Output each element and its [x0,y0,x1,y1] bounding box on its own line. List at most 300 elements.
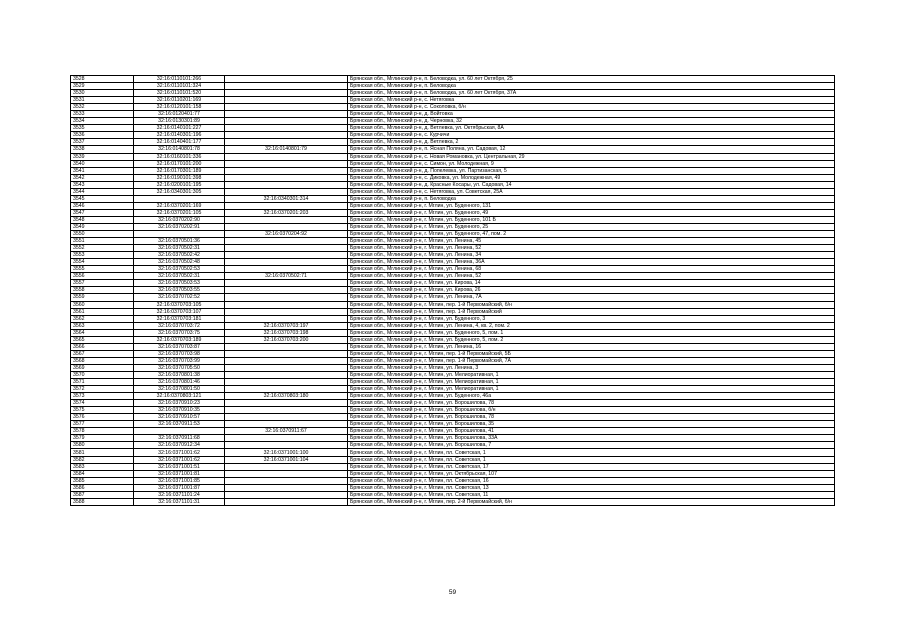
object-number-cell [225,188,348,195]
table-row [71,336,835,343]
address-cell: Брянская обл., Мглинский р-н, п. Ясная Поляна, ул. Садовая, 12 [348,146,835,153]
row-index-cell: 3528 [71,76,134,83]
address-cell: Брянская обл., Мглинский р-н, г. Мглин, ул. Ворошилова, 78 [348,400,835,407]
address-cell: Брянская обл., Мглинский р-н, д. Ветлевка, 2 [348,139,835,146]
object-number-cell [225,386,348,393]
address-cell: Брянская обл., Мглинский р-н, с. Диковка, ул. Молодежная, 49 [348,174,835,181]
table-row [71,231,835,238]
object-number-cell [225,132,348,139]
cadastral-number-cell: 32:16:0370702:52 [134,294,225,301]
table-row [71,266,835,273]
address-cell: Брянская обл., Мглинский р-н, с. Новая Романовка, ул. Центральная, 29 [348,153,835,160]
object-number-cell: 32:16:0370911:67 [225,428,348,435]
cadastral-number-cell: 32:16:0370502:48 [134,259,225,266]
object-number-cell [225,343,348,350]
address-cell: Брянская обл., Мглинский р-н, д. Черновка, 32 [348,118,835,125]
table-row [71,421,835,428]
address-cell: Брянская обл., Мглинский р-н, д. Красные Косары, ул. Садовая, 14 [348,181,835,188]
cadastral-number-cell: 32:16:0370703:105 [134,301,225,308]
cadastral-number-cell: 32:16:0371001:62 [134,456,225,463]
cadastral-number-cell: 32:16:0120101:158 [134,104,225,111]
address-cell: Брянская обл., Мглинский р-н, г. Мглин, ул. Буденного, 131 [348,202,835,209]
object-number-cell [225,357,348,364]
object-number-cell: 32:16:0370703:200 [225,336,348,343]
object-number-cell: 32:16:0370703:197 [225,322,348,329]
address-cell: Брянская обл., Мглинский р-н, г. Мглин, ул. Ленина, 16 [348,343,835,350]
address-cell: Брянская обл., Мглинский р-н, с. Курчичи [348,132,835,139]
row-index-cell: 3575 [71,407,134,414]
table-row [71,238,835,245]
object-number-cell [225,223,348,230]
row-index-cell: 3573 [71,393,134,400]
table-row [71,252,835,259]
table-row [71,477,835,484]
object-number-cell [225,160,348,167]
cadastral-table [70,75,835,506]
object-number-cell: 32:16:0340301:314 [225,195,348,202]
address-cell: Брянская обл., Мглинский р-н, г. Мглин, ул. Ворошилова, 7 [348,442,835,449]
table-row [71,428,835,435]
table-row [71,308,835,315]
object-number-cell: 32:16:0140801:79 [225,146,348,153]
table-row [71,322,835,329]
row-index-cell: 3562 [71,315,134,322]
address-cell: Брянская обл., Мглинский р-н, г. Мглин, ул. Ворошилова, 35 [348,421,835,428]
table-row [71,414,835,421]
cadastral-number-cell: 32:16:0370801:46 [134,379,225,386]
table-row [71,343,835,350]
address-cell: Брянская обл., Мглинский р-н, г. Мглин, ул. Буденного, 3 [348,315,835,322]
row-index-cell: 3546 [71,202,134,209]
object-number-cell: 32:16:0370201:203 [225,209,348,216]
cadastral-number-cell: 32:16:0340301:305 [134,188,225,195]
address-cell: Брянская обл., Мглинский р-н, г. Мглин, ул. Буденного, 47, пом. 2 [348,231,835,238]
object-number-cell [225,294,348,301]
table-row [71,153,835,160]
cadastral-table-body [71,76,835,506]
table-row [71,111,835,118]
table-row [71,280,835,287]
cadastral-number-cell: 32:16:0170101:200 [134,160,225,167]
table-row [71,160,835,167]
row-index-cell: 3564 [71,329,134,336]
object-number-cell [225,174,348,181]
address-cell: Брянская обл., Мглинский р-н, г. Мглин, ул. Буденного, 5, пом. 2 [348,336,835,343]
row-index-cell: 3581 [71,449,134,456]
address-cell: Брянская обл., Мглинский р-н, с. Нетяговка [348,97,835,104]
object-number-cell [225,435,348,442]
table-row [71,386,835,393]
cadastral-number-cell: 32:16:0371001:62 [134,449,225,456]
object-number-cell [225,379,348,386]
address-cell: Брянская обл., Мглинский р-н, г. Мглин, ул. Ленина, 36А [348,259,835,266]
address-cell: Брянская обл., Мглинский р-н, с. Соколовка, б/н [348,104,835,111]
object-number-cell [225,301,348,308]
object-number-cell [225,167,348,174]
address-cell: Брянская обл., Мглинский р-н, г. Мглин, ул. Ленина, 52 [348,273,835,280]
address-cell: Брянская обл., Мглинский р-н, г. Мглин, ул. Ленина, 4, кв. 2, пом. 2 [348,322,835,329]
row-index-cell: 3537 [71,139,134,146]
object-number-cell [225,442,348,449]
row-index-cell: 3554 [71,259,134,266]
cadastral-number-cell [134,428,225,435]
address-cell: Брянская обл., Мглинский р-н, г. Мглин, ул. Мелиоративная, 1 [348,371,835,378]
address-cell: Брянская обл., Мглинский р-н, г. Мглин, ул. Ленина, 68 [348,266,835,273]
cadastral-number-cell: 32:16:0370703:99 [134,357,225,364]
cadastral-number-cell: 32:16:0160101:336 [134,153,225,160]
row-index-cell: 3542 [71,174,134,181]
object-number-cell [225,202,348,209]
address-cell: Брянская обл., Мглинский р-н, г. Мглин, пл. Советская, 16 [348,477,835,484]
cadastral-number-cell: 32:16:0130301:89 [134,118,225,125]
object-number-cell [225,350,348,357]
row-index-cell: 3532 [71,104,134,111]
table-row [71,245,835,252]
cadastral-number-cell [134,195,225,202]
table-row [71,371,835,378]
table-row [71,498,835,505]
row-index-cell: 3544 [71,188,134,195]
object-number-cell [225,118,348,125]
table-row [71,449,835,456]
table-row [71,287,835,294]
object-number-cell [225,491,348,498]
address-cell: Брянская обл., Мглинский р-н, д. Войтовка [348,111,835,118]
address-cell: Брянская обл., Мглинский р-н, г. Мглин, ул. Ворошилова, 33А [348,435,835,442]
cadastral-number-cell: 32:16:0370703:72 [134,322,225,329]
row-index-cell: 3565 [71,336,134,343]
object-number-cell [225,421,348,428]
table-row [71,364,835,371]
table-row [71,139,835,146]
cadastral-number-cell: 32:16:0370703:189 [134,336,225,343]
cadastral-number-cell: 32:16:0371001:87 [134,484,225,491]
table-row [71,167,835,174]
object-number-cell [225,90,348,97]
address-cell: Брянская обл., Мглинский р-н, г. Мглин, пл. Советская, 13 [348,484,835,491]
row-index-cell: 3587 [71,491,134,498]
cadastral-number-cell: 32:16:0370502:53 [134,266,225,273]
address-cell: Брянская обл., Мглинский р-н, г. Мглин, ул. Кирова, 26 [348,287,835,294]
row-index-cell: 3549 [71,223,134,230]
row-index-cell: 3534 [71,118,134,125]
address-cell: Брянская обл., Мглинский р-н, г. Мглин, ул. Октябрьская, 107 [348,470,835,477]
row-index-cell: 3545 [71,195,134,202]
object-number-cell [225,259,348,266]
cadastral-number-cell: 32:16:0140801:78 [134,146,225,153]
cadastral-number-cell: 32:16:0140401:177 [134,139,225,146]
object-number-cell: 32:16:0370204:92 [225,231,348,238]
address-cell: Брянская обл., Мглинский р-н, г. Мглин, ул. Ленина, 34 [348,252,835,259]
object-number-cell [225,83,348,90]
cadastral-number-cell: 32:16:0370801:38 [134,371,225,378]
object-number-cell: 32:16:0370703:198 [225,329,348,336]
row-index-cell: 3577 [71,421,134,428]
object-number-cell [225,484,348,491]
address-cell: Брянская обл., Мглинский р-н, г. Мглин, ул. Буденного, 25 [348,223,835,230]
row-index-cell: 3539 [71,153,134,160]
row-index-cell: 3543 [71,181,134,188]
cadastral-number-cell: 32:16:0110101:520 [134,90,225,97]
cadastral-number-cell: 32:16:0370911:53 [134,421,225,428]
object-number-cell [225,181,348,188]
cadastral-number-cell: 32:16:0370201:169 [134,202,225,209]
cadastral-number-cell: 32:16:0370501:36 [134,238,225,245]
cadastral-number-cell: 32:16:0370703:181 [134,315,225,322]
address-cell: Брянская обл., Мглинский р-н, г. Мглин, ул. Кирова, 14 [348,280,835,287]
cadastral-number-cell [134,231,225,238]
address-cell: Брянская обл., Мглинский р-н, г. Мглин, ул. Буденного, 46а [348,393,835,400]
address-cell: Брянская обл., Мглинский р-н, г. Мглин, ул. Буденного, 5, пом. 1 [348,329,835,336]
row-index-cell: 3557 [71,280,134,287]
address-cell: Брянская обл., Мглинский р-н, г. Мглин, ул. Ленина, 7А [348,294,835,301]
object-number-cell [225,315,348,322]
row-index-cell: 3571 [71,379,134,386]
address-cell: Брянская обл., Мглинский р-н, с. Симон, ул. Молодежная, 9 [348,160,835,167]
object-number-cell [225,216,348,223]
cadastral-number-cell: 32:16:0370911:68 [134,435,225,442]
object-number-cell [225,364,348,371]
row-index-cell: 3541 [71,167,134,174]
table-row [71,442,835,449]
table-row [71,491,835,498]
table-row [71,223,835,230]
address-cell: Брянская обл., Мглинский р-н, г. Мглин, ул. Ленина, 52 [348,245,835,252]
cadastral-number-cell: 32:16:0370703:87 [134,343,225,350]
row-index-cell: 3540 [71,160,134,167]
object-number-cell [225,287,348,294]
table-row [71,118,835,125]
row-index-cell: 3569 [71,364,134,371]
table-row [71,357,835,364]
table-row [71,104,835,111]
cadastral-number-cell: 32:16:0371001:85 [134,477,225,484]
cadastral-number-cell: 32:16:0370703:75 [134,329,225,336]
table-row [71,456,835,463]
table-row [71,188,835,195]
table-row [71,97,835,104]
row-index-cell: 3585 [71,477,134,484]
object-number-cell [225,139,348,146]
row-index-cell: 3572 [71,386,134,393]
page-number: 59 [448,589,457,596]
cadastral-number-cell: 32:16:0200101:195 [134,181,225,188]
row-index-cell: 3560 [71,301,134,308]
row-index-cell: 3529 [71,83,134,90]
address-cell: Брянская обл., Мглинский р-н, г. Мглин, пл. Советская, 17 [348,463,835,470]
object-number-cell [225,407,348,414]
table-row [71,463,835,470]
table-row [71,273,835,280]
table-row [71,125,835,132]
cadastral-number-cell: 32:16:0370202:90 [134,216,225,223]
address-cell: Брянская обл., Мглинский р-н, г. Мглин, пер. 2-й Первомайский, б/н [348,498,835,505]
cadastral-number-cell: 32:16:0370910:23 [134,400,225,407]
table-row [71,301,835,308]
cadastral-number-cell: 32:16:0371001:51 [134,463,225,470]
cadastral-number-cell: 32:16:0370912:34 [134,442,225,449]
table-row [71,350,835,357]
cadastral-number-cell: 32:16:0370703:98 [134,350,225,357]
table-row [71,181,835,188]
cadastral-number-cell: 32:16:0140301:196 [134,132,225,139]
table-row [71,407,835,414]
table-row [71,259,835,266]
address-cell: Брянская обл., Мглинский р-н, г. Мглин, ул. Буденного, 101 Б [348,216,835,223]
cadastral-number-cell: 32:16:0371001:81 [134,470,225,477]
table-row [71,400,835,407]
row-index-cell: 3570 [71,371,134,378]
cadastral-number-cell: 32:16:0370503:55 [134,287,225,294]
address-cell: Брянская обл., Мглинский р-н, г. Мглин, ул. Ленина, 45 [348,238,835,245]
address-cell: Брянская обл., Мглинский р-н, г. Мглин, пл. Советская, 1 [348,449,835,456]
table-row [71,76,835,83]
row-index-cell: 3580 [71,442,134,449]
table-row [71,484,835,491]
object-number-cell [225,308,348,315]
address-cell: Брянская обл., Мглинский р-н, г. Мглин, ул. Ворошилова, б/н [348,407,835,414]
address-cell: Брянская обл., Мглинский р-н, п. Беловодка [348,195,835,202]
address-cell: Брянская обл., Мглинский р-н, г. Мглин, пл. Советская, 11 [348,491,835,498]
address-cell: Брянская обл., Мглинский р-н, г. Мглин, пл. Советская, 1 [348,456,835,463]
object-number-cell [225,97,348,104]
address-cell: Брянская обл., Мглинский р-н, г. Мглин, ул. Мелиоративная, 1 [348,386,835,393]
row-index-cell: 3553 [71,252,134,259]
row-index-cell: 3568 [71,357,134,364]
object-number-cell: 32:16:0371001:100 [225,449,348,456]
object-number-cell: 32:16:0371001:104 [225,456,348,463]
table-row [71,216,835,223]
address-cell: Брянская обл., Мглинский р-н, г. Мглин, пер. 1-й Первомайский, 7А [348,357,835,364]
object-number-cell [225,153,348,160]
row-index-cell: 3531 [71,97,134,104]
table-row [71,132,835,139]
cadastral-number-cell: 32:16:0370705:50 [134,364,225,371]
object-number-cell [225,252,348,259]
row-index-cell: 3588 [71,498,134,505]
cadastral-number-cell: 32:16:0120401:77 [134,111,225,118]
table-row [71,329,835,336]
cadastral-number-cell: 32:16:0370503:53 [134,280,225,287]
row-index-cell: 3559 [71,294,134,301]
object-number-cell [225,463,348,470]
address-cell: Брянская обл., Мглинский р-н, г. Мглин, ул. Мелиоративная, 1 [348,379,835,386]
object-number-cell [225,414,348,421]
object-number-cell [225,470,348,477]
object-number-cell [225,498,348,505]
table-row [71,294,835,301]
address-cell: Брянская обл., Мглинский р-н, г. Мглин, пер. 1-й Первомайский, б/н [348,301,835,308]
address-cell: Брянская обл., Мглинский р-н, г. Мглин, ул. Ленина, 3 [348,364,835,371]
address-cell: Брянская обл., Мглинский р-н, д. Попелевка, ул. Партизанская, 5 [348,167,835,174]
cadastral-number-cell: 32:16:0190101:398 [134,174,225,181]
table-row [71,83,835,90]
row-index-cell: 3579 [71,435,134,442]
object-number-cell [225,125,348,132]
address-cell: Брянская обл., Мглинский р-н, с. Нетяговка, ул. Советская, 25А [348,188,835,195]
row-index-cell: 3552 [71,245,134,252]
row-index-cell: 3583 [71,463,134,470]
object-number-cell [225,400,348,407]
row-index-cell: 3561 [71,308,134,315]
row-index-cell: 3535 [71,125,134,132]
table-row [71,146,835,153]
row-index-cell: 3556 [71,273,134,280]
row-index-cell: 3547 [71,209,134,216]
object-number-cell [225,245,348,252]
table-row [71,202,835,209]
address-cell: Брянская обл., Мглинский р-н, п. Беловодка, ул. 60 лет Октября, 25 [348,76,835,83]
object-number-cell [225,280,348,287]
cadastral-number-cell: 32:16:0370201:105 [134,209,225,216]
address-cell: Брянская обл., Мглинский р-н, п. Беловодка [348,83,835,90]
address-cell: Брянская обл., Мглинский р-н, г. Мглин, ул. Буденного, 49 [348,209,835,216]
cadastral-number-cell: 32:16:0370502:42 [134,252,225,259]
object-number-cell [225,104,348,111]
cadastral-number-cell: 32:16:0370910:35 [134,407,225,414]
table-row [71,315,835,322]
row-index-cell: 3530 [71,90,134,97]
row-index-cell: 3566 [71,343,134,350]
object-number-cell [225,76,348,83]
row-index-cell: 3555 [71,266,134,273]
row-index-cell: 3582 [71,456,134,463]
object-number-cell [225,266,348,273]
row-index-cell: 3563 [71,322,134,329]
cadastral-number-cell: 32:16:0371101:31 [134,498,225,505]
address-cell: Брянская обл., Мглинский р-н, г. Мглин, пер. 1-й Первомайский [348,308,835,315]
cadastral-number-cell: 32:16:0170301:189 [134,167,225,174]
table-row [71,435,835,442]
cadastral-number-cell: 32:16:0370502:31 [134,245,225,252]
table-row [71,470,835,477]
table-row [71,90,835,97]
row-index-cell: 3551 [71,238,134,245]
table-row [71,174,835,181]
address-cell: Брянская обл., Мглинский р-н, п. Беловодка, ул. 60 лет Октября, 37А [348,90,835,97]
cadastral-number-cell: 32:16:0370803:121 [134,393,225,400]
cadastral-number-cell: 32:16:0370910:57 [134,414,225,421]
row-index-cell: 3533 [71,111,134,118]
table-row [71,195,835,202]
cadastral-number-cell: 32:16:0110101:324 [134,83,225,90]
cadastral-number-cell: 32:16:0370801:50 [134,386,225,393]
object-number-cell [225,238,348,245]
object-number-cell: 32:16:0370803:180 [225,393,348,400]
table-row [71,209,835,216]
cadastral-number-cell: 32:16:0110201:169 [134,97,225,104]
cadastral-number-cell: 32:16:0110101:266 [134,76,225,83]
address-cell: Брянская обл., Мглинский р-н, г. Мглин, ул. Ворошилова, 78 [348,414,835,421]
row-index-cell: 3584 [71,470,134,477]
row-index-cell: 3576 [71,414,134,421]
cadastral-number-cell: 32:16:0371101:24 [134,491,225,498]
table-row [71,393,835,400]
object-number-cell [225,371,348,378]
row-index-cell: 3550 [71,231,134,238]
row-index-cell: 3548 [71,216,134,223]
row-index-cell: 3586 [71,484,134,491]
table-row [71,379,835,386]
cadastral-number-cell: 32:16:0370202:91 [134,223,225,230]
row-index-cell: 3536 [71,132,134,139]
address-cell: Брянская обл., Мглинский р-н, д. Ветлевка, ул. Октябрьская, 8А [348,125,835,132]
row-index-cell: 3578 [71,428,134,435]
object-number-cell: 32:16:0370502:71 [225,273,348,280]
row-index-cell: 3574 [71,400,134,407]
address-cell: Брянская обл., Мглинский р-н, г. Мглин, ул. Ворошилова, 41 [348,428,835,435]
cadastral-number-cell: 32:16:0370502:31 [134,273,225,280]
